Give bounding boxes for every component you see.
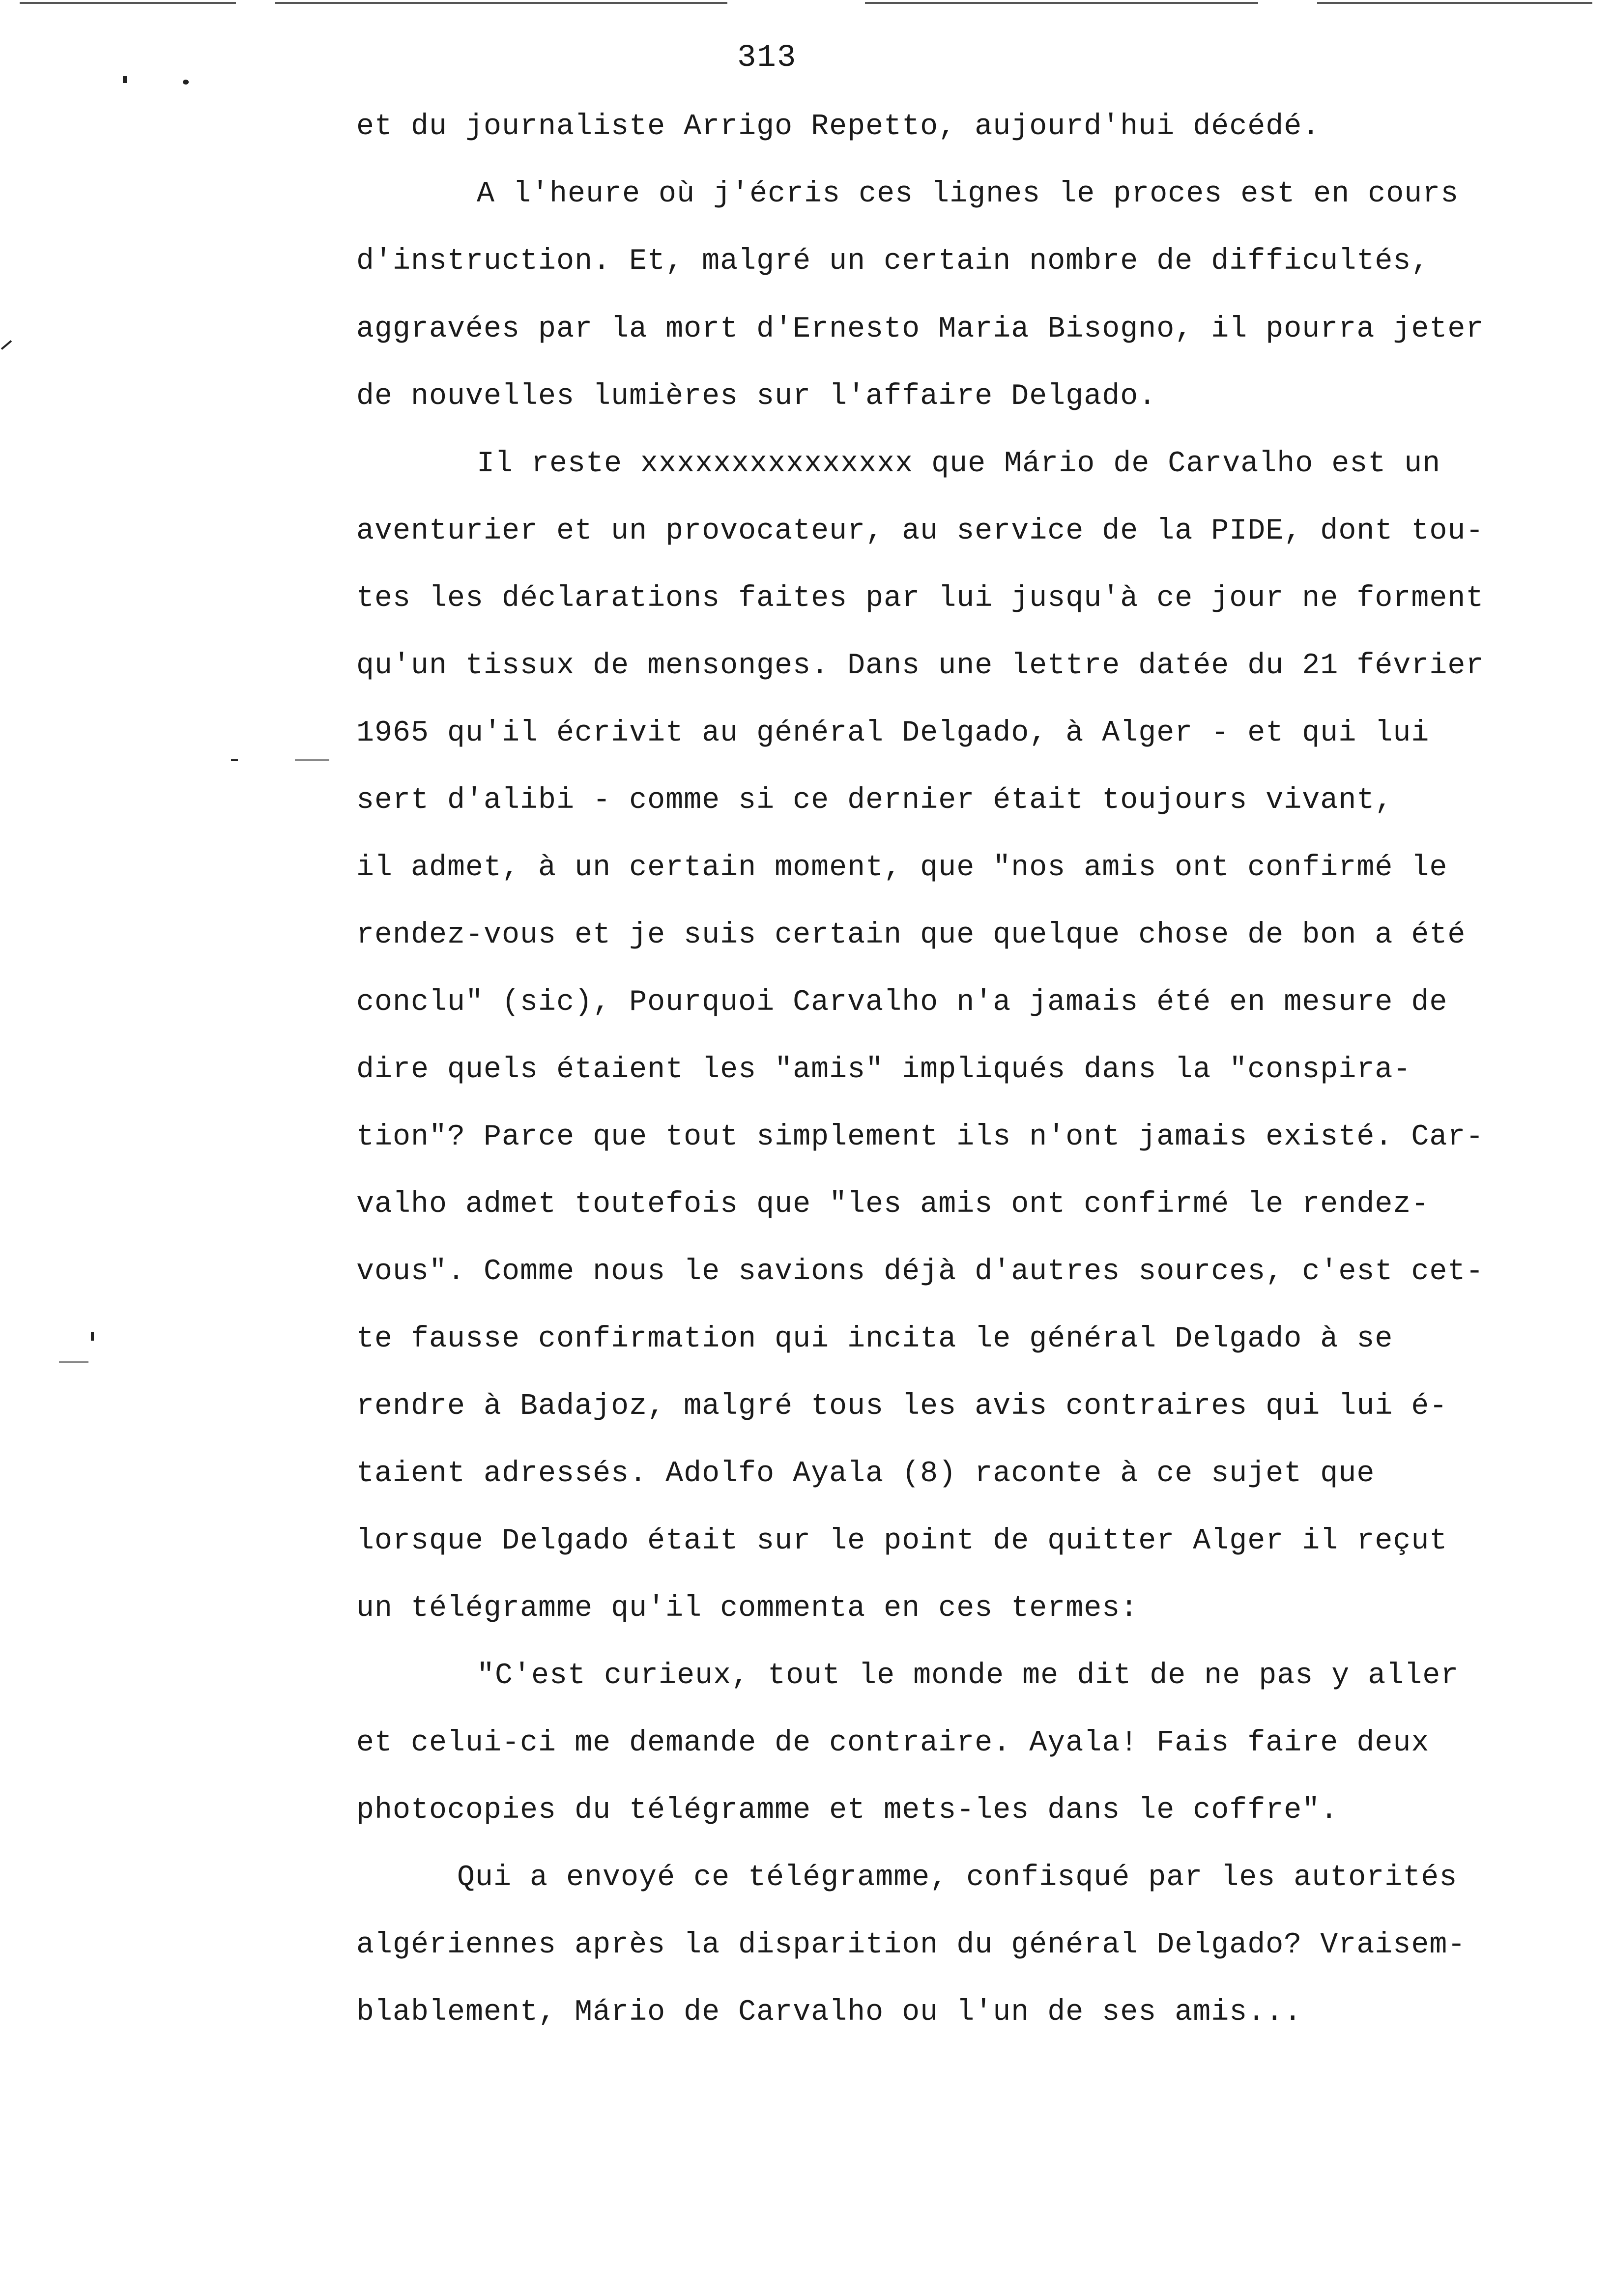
text-line: rendez-vous et je suis certain que quelque chose de bon a été [356,918,1466,952]
text-line: tion"? Parce que tout simplement ils n'ont jamais existé. Car- [356,1120,1484,1154]
text-line: de nouvelles lumières sur l'affaire Delgado. [356,380,1157,413]
text-line: A l'heure où j'écris ces lignes le proces est en cours [477,177,1459,211]
margin-mark [91,1332,94,1341]
text-line: et du journaliste Arrigo Repetto, aujourd'hui décédé. [356,110,1321,144]
text-line: te fausse confirmation qui incita le général Delgado à se [356,1322,1393,1356]
text-line: algériennes après la disparition du général Delgado? Vraisem- [356,1928,1466,1962]
text-line: il admet, à un certain moment, que "nos amis ont confirmé le [356,851,1448,885]
text-line: tes les déclarations faites par lui jusqu'à ce jour ne forment [356,582,1484,615]
text-line: taient adressés. Adolfo Ayala (8) raconte à ce sujet que [356,1457,1375,1491]
text-line: lorsque Delgado était sur le point de quitter Alger il reçut [356,1524,1448,1558]
text-line: photocopies du télégramme et mets-les dans le coffre". [356,1794,1339,1827]
text-line: un télégramme qu'il commenta en ces termes: [356,1592,1139,1625]
text-line: conclu" (sic), Pourquoi Carvalho n'a jamais été en mesure de [356,986,1448,1019]
margin-mark [231,759,238,761]
margin-mark [1,340,12,350]
text-line: Il reste xxxxxxxxxxxxxxx que Mário de Carvalho est un [477,447,1441,481]
top-edge-rule [1317,2,1592,4]
margin-mark [123,76,127,83]
text-line: vous". Comme nous le savions déjà d'autres sources, c'est cet- [356,1255,1484,1289]
top-edge-rule [20,2,236,4]
text-line: blablement, Mário de Carvalho ou l'un de ses amis... [356,1996,1302,2029]
text-line: dire quels étaient les "amis" impliqués dans la "conspira- [356,1053,1411,1087]
margin-mark [295,759,329,761]
margin-mark [59,1361,88,1363]
text-line: d'instruction. Et, malgré un certain nombre de difficultés, [356,245,1430,278]
text-line: 1965 qu'il écrivit au général Delgado, à Alger - et qui lui [356,717,1430,750]
page-number: 313 [737,40,797,76]
top-edge-rule [275,2,727,4]
text-line: "C'est curieux, tout le monde me dit de ne pas y aller [477,1659,1459,1693]
margin-mark [183,80,189,85]
text-line: sert d'alibi - comme si ce dernier était toujours vivant, [356,784,1393,817]
text-line: Qui a envoyé ce télégramme, confisqué par les autorités [457,1861,1458,1894]
text-line: et celui-ci me demande de contraire. Ayala! Fais faire deux [356,1726,1430,1760]
text-line: aventurier et un provocateur, au service de la PIDE, dont tou- [356,515,1484,548]
text-line: valho admet toutefois que "les amis ont confirmé le rendez- [356,1188,1430,1221]
text-line: rendre à Badajoz, malgré tous les avis contraires qui lui é- [356,1390,1448,1423]
top-edge-rule [865,2,1258,4]
text-line: qu'un tissux de mensonges. Dans une lettre datée du 21 février [356,649,1484,683]
text-line: aggravées par la mort d'Ernesto Maria Bisogno, il pourra jeter [356,313,1484,346]
